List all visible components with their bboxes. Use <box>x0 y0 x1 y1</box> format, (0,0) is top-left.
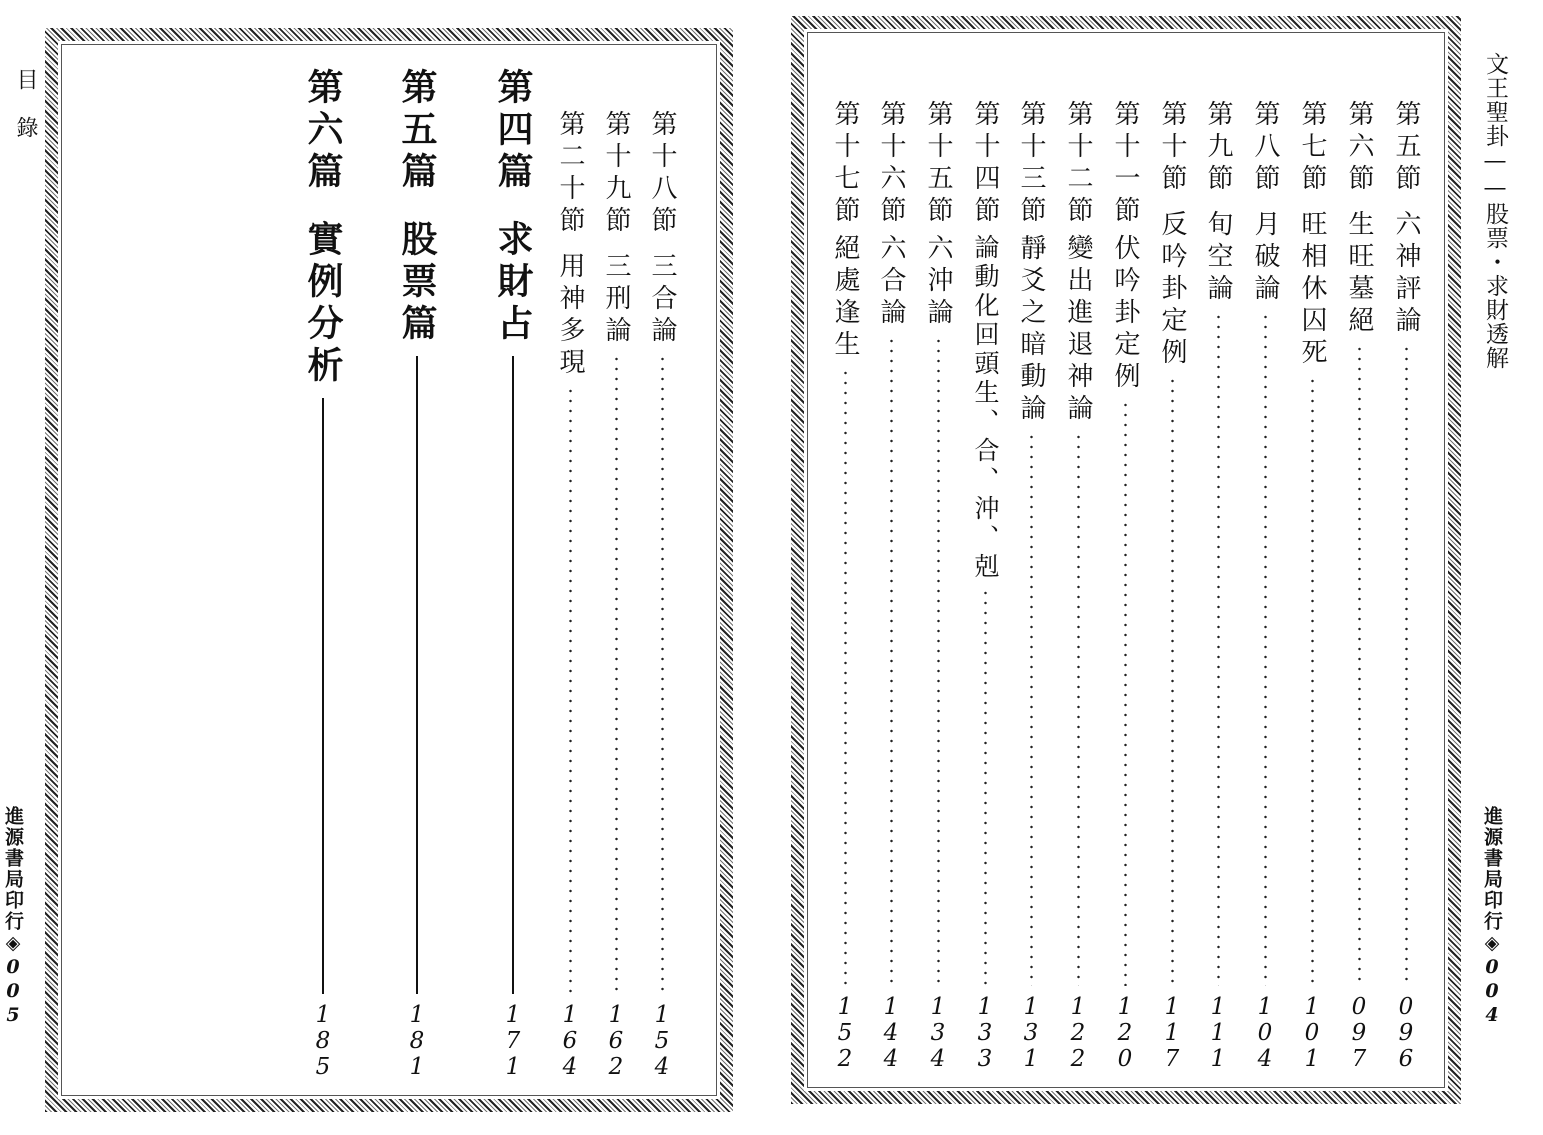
toc-part-number: 第四篇 <box>492 68 534 194</box>
toc-dot-leader <box>1217 312 1220 986</box>
toc-dot-leader <box>1077 432 1080 986</box>
toc-entry-page: 101 <box>1299 994 1325 1072</box>
toc-entry-number: 第五節 <box>1391 100 1421 196</box>
toc-dot-leader <box>661 354 664 994</box>
toc-entry[interactable] <box>963 100 1007 1072</box>
toc-dot-leader <box>1171 376 1174 986</box>
toc-entry-title: 靜爻之暗動論 <box>1016 234 1046 426</box>
toc-entry-number: 第十九節 <box>601 110 631 238</box>
toc-part-number: 第六篇 <box>302 68 344 194</box>
toc-dot-leader <box>569 386 572 994</box>
toc-entry-title: 六沖論 <box>923 234 953 330</box>
right-publisher: 進源書局印行 <box>1481 806 1503 932</box>
toc-entry-number: 第十三節 <box>1016 100 1046 228</box>
toc-entry-page: 097 <box>1346 994 1372 1072</box>
toc-entry[interactable] <box>1243 100 1287 1072</box>
toc-line-leader <box>512 356 514 994</box>
toc-dot-leader <box>1264 312 1267 986</box>
toc-dot-leader <box>890 336 893 986</box>
toc-part-entry[interactable] <box>486 68 540 1080</box>
toc-dot-leader <box>1358 344 1361 986</box>
toc-entry-page: 164 <box>557 1002 583 1080</box>
toc-part-title: 實例分析 <box>302 220 344 388</box>
toc-part-entry[interactable] <box>390 68 444 1080</box>
toc-entry-page: 133 <box>972 994 998 1072</box>
right-footer-mark-icon: ◈ <box>1481 932 1503 956</box>
toc-dot-leader <box>615 354 618 994</box>
toc-entry-number: 第十節 <box>1157 100 1187 196</box>
toc-entry-page: 162 <box>603 1002 629 1080</box>
toc-entry-page: 117 <box>1159 994 1185 1072</box>
toc-entry[interactable] <box>1337 100 1381 1072</box>
toc-entry-number: 第七節 <box>1297 100 1327 196</box>
toc-entry[interactable] <box>1009 100 1053 1072</box>
toc-entry-page: 096 <box>1393 994 1419 1072</box>
right-page-footer <box>1479 806 1506 1028</box>
toc-entry-title: 絕處逢生 <box>830 234 860 362</box>
toc-entry-title: 三合論 <box>647 252 677 348</box>
left-page-header: 目錄 <box>13 68 38 164</box>
toc-entry-number: 第六節 <box>1344 100 1374 196</box>
toc-dot-leader <box>844 368 847 986</box>
toc-entry-title: 旬空論 <box>1203 210 1233 306</box>
toc-entry[interactable] <box>548 110 592 1080</box>
toc-entry-page: 185 <box>310 1002 336 1080</box>
toc-dot-leader <box>984 588 987 986</box>
toc-entry-number: 第十七節 <box>830 100 860 228</box>
left-page-footer <box>0 806 27 1028</box>
toc-dot-leader <box>1030 432 1033 986</box>
toc-entry[interactable] <box>1196 100 1240 1072</box>
toc-entry-title: 變出進退神論 <box>1063 234 1093 426</box>
toc-entry-number: 第十八節 <box>647 110 677 238</box>
right-page-number: 004 <box>1481 956 1503 1028</box>
left-page-number: 005 <box>2 956 24 1028</box>
right-page-header: 文王聖卦——股票・求財透解 <box>1482 52 1508 370</box>
toc-entry[interactable] <box>1290 100 1334 1072</box>
toc-entry[interactable] <box>1103 100 1147 1072</box>
toc-dot-leader <box>1124 400 1127 986</box>
toc-dot-leader <box>1311 376 1314 986</box>
toc-entry-title: 論動化回頭生、合、沖、剋 <box>971 234 1000 582</box>
toc-entry-number: 第二十節 <box>555 110 585 238</box>
left-publisher: 進源書局印行 <box>2 806 24 932</box>
toc-entry-page: 131 <box>1018 994 1044 1072</box>
toc-entry-page: 120 <box>1112 994 1138 1072</box>
toc-part-number: 第五篇 <box>396 68 438 194</box>
toc-entry-title: 反吟卦定例 <box>1157 210 1187 370</box>
toc-entry-title: 三刑論 <box>601 252 631 348</box>
toc-entry-page: 144 <box>878 994 904 1072</box>
toc-entry[interactable] <box>640 110 684 1080</box>
toc-part-title: 求財占 <box>492 220 534 346</box>
left-footer-mark-icon: ◈ <box>2 932 24 956</box>
toc-entry-number: 第九節 <box>1203 100 1233 196</box>
toc-entry-page: 134 <box>925 994 951 1072</box>
toc-entry-page: 111 <box>1205 994 1231 1072</box>
toc-line-leader <box>322 398 324 994</box>
toc-entry-page: 122 <box>1065 994 1091 1072</box>
toc-entry-page: 154 <box>649 1002 675 1080</box>
toc-part-title: 股票篇 <box>396 220 438 346</box>
toc-entry-number: 第十一節 <box>1110 100 1140 228</box>
toc-entry-title: 六合論 <box>876 234 906 330</box>
toc-entry[interactable] <box>869 100 913 1072</box>
toc-entry-page: 181 <box>404 1002 430 1080</box>
toc-entry-title: 月破論 <box>1250 210 1280 306</box>
toc-entry-title: 旺相休囚死 <box>1297 210 1327 370</box>
toc-entry-title: 六神評論 <box>1391 210 1421 338</box>
toc-entry-number: 第十四節 <box>970 100 1000 228</box>
toc-entry[interactable] <box>1056 100 1100 1072</box>
toc-entry-number: 第十六節 <box>876 100 906 228</box>
toc-line-leader <box>416 356 418 994</box>
toc-part-entry[interactable] <box>296 68 350 1080</box>
toc-dot-leader <box>937 336 940 986</box>
toc-entry-title: 生旺墓絕 <box>1344 210 1374 338</box>
toc-entry-title: 用神多現 <box>555 252 585 380</box>
toc-dot-leader <box>1405 344 1408 986</box>
toc-entry[interactable] <box>1384 100 1428 1072</box>
toc-entry[interactable] <box>594 110 638 1080</box>
toc-entry-number: 第十五節 <box>923 100 953 228</box>
toc-entry-number: 第八節 <box>1250 100 1280 196</box>
toc-entry-page: 152 <box>832 994 858 1072</box>
toc-entry-page: 171 <box>500 1002 526 1080</box>
toc-entry-title: 伏吟卦定例 <box>1110 234 1140 394</box>
toc-entry[interactable] <box>823 100 867 1072</box>
toc-entry[interactable] <box>916 100 960 1072</box>
toc-entry[interactable] <box>1150 100 1194 1072</box>
toc-entry-page: 104 <box>1252 994 1278 1072</box>
toc-entry-number: 第十二節 <box>1063 100 1093 228</box>
